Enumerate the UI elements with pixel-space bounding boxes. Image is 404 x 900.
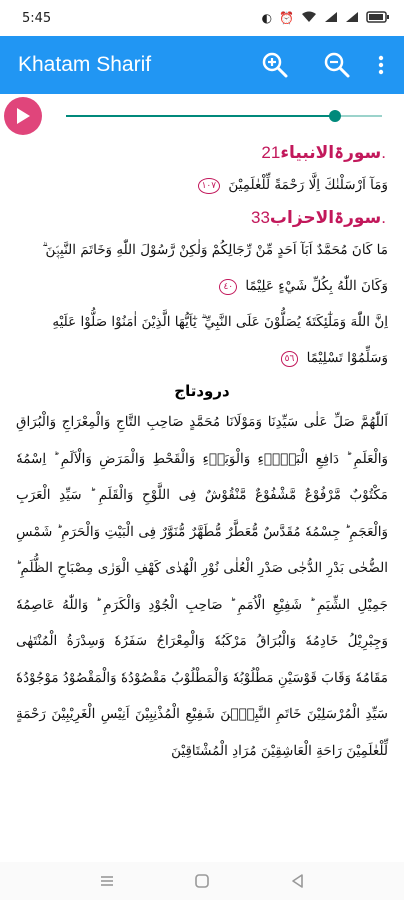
durood-title: درودتاج: [174, 382, 230, 400]
seekbar-thumb[interactable]: [329, 110, 341, 122]
back-icon: [290, 873, 304, 889]
audio-seekbar[interactable]: [66, 106, 382, 126]
dnd-icon: ◐: [261, 11, 273, 25]
ayah-words: مَا كَانَ مُحَمَّدٌ اَبَآ اَحَدٍ مِّنْ رِّجَالِكُمْ وَلٰكِنْ رَّسُوْلَ اللّٰهِ وَخَاتَمَ النَّبِيّٖنَ ۗ وَكَانَ اللّٰهُ بِكُلِّ شَيْءٍ عَلِيْمًا: [42, 242, 388, 294]
surah-number: 21.: [261, 143, 386, 162]
app-bar: [0, 36, 404, 94]
seekbar-progress: [66, 115, 335, 117]
wifi-icon: [301, 11, 317, 26]
zoom-in-icon: [261, 51, 289, 79]
signal-icon: [324, 11, 338, 26]
play-icon: [15, 107, 31, 125]
back-button[interactable]: [282, 869, 312, 893]
surah-heading: [12, 207, 386, 228]
surah-number: 33.: [250, 208, 386, 227]
app-title: Khatam Sharif: [18, 53, 152, 76]
zoom-in-button[interactable]: [254, 44, 296, 86]
ayah-text: [16, 304, 388, 376]
signal-icon-2: [345, 11, 359, 26]
ayah-number-marker: ٥٦: [281, 351, 299, 367]
surah-name: سورۃالانبیاء: [280, 143, 382, 163]
alarm-icon: ⏰: [279, 11, 294, 25]
status-bar: [0, 0, 404, 36]
surah-name: سورۃالاحزاب: [269, 208, 382, 228]
ayah-text: [16, 232, 388, 304]
ayah-number-marker: ١٠٧: [198, 178, 221, 194]
home-button[interactable]: [187, 869, 217, 893]
zoom-out-button[interactable]: [316, 44, 358, 86]
recents-button[interactable]: [92, 869, 122, 893]
system-nav-bar: [0, 862, 404, 900]
reading-content[interactable]: [0, 138, 404, 862]
home-icon: [194, 873, 210, 889]
status-icons: [262, 11, 390, 26]
ayah-words: وَمَآ اَرْسَلْنٰكَ اِلَّا رَحْمَةً لِّلْعٰلَمِيْنَ: [228, 177, 388, 193]
ayah-text: [16, 167, 388, 203]
overflow-menu-button[interactable]: [368, 44, 394, 86]
ayah-number-marker: ٤٠: [219, 279, 237, 295]
recents-icon: [99, 874, 115, 888]
status-time: 5:45: [22, 10, 52, 26]
battery-icon: [366, 11, 390, 26]
zoom-out-icon: [323, 51, 351, 79]
more-vert-icon: [378, 55, 384, 75]
play-button[interactable]: [4, 97, 42, 135]
audio-player: [0, 94, 404, 138]
ayah-words: اِنَّ اللّٰهَ وَمَلٰٓئِكَتَهٗ يُصَلُّوْنَ عَلَى النَّبِيِّ ۗ يٰٓاَيُّهَا الَّذِيْنَ اٰمَنُوْا صَلُّوْا عَلَيْهِ وَسَلِّمُوْا تَسْلِيْمًا: [52, 314, 388, 366]
surah-heading: [12, 142, 386, 163]
durood-text: اَللّٰهُمَّ صَلِّ عَلٰى سَيِّدِنَا وَمَوْلَانَا مُحَمَّدٍ صَاحِبِ التَّاجِ وَالْمِعْرَاجِ وَالْبُرَاقِ وَالْعَلَمِ ؕ دَافِعِ الْبَلَاۗءِ وَالْوَبَاۗءِ وَالْقَحْطِ وَالْمَرَضِ وَالْاَلَمِ ؕ اِسْمُهٗ مَكْتُوْبٌ مَّرْفُوْعٌ مَّشْفُوْعٌ مَّنْقُوْشٌ فِى اللَّوْحِ وَالْقَلَمِ ؕ سَيِّدِ الْعَرَبِ وَالْعَجَمِ ؕ جِسْمُهٗ مُقَدَّسٌ مُّعَطَّرٌ مُّطَهَّرٌ مُّنَوَّرٌ فِى الْبَيْتِ وَالْحَرَمِ ؕ شَمْسِ الضُّحٰى بَدْرِ الدُّجٰى صَدْرِ الْعُلٰى نُوْرِ الْهُدٰى كَهْفِ الْوَرٰى مِصْبَاحِ الظُّلَمِ ؕ جَمِيْلِ الشِّيَمِ ؕ شَفِيْعِ الْاُمَمِ ؕ صَاحِبِ الْجُوْدِ وَالْكَرَمِ ؕ وَاللّٰهُ عَاصِمُهٗ وَجِبْرِيْلُ خَادِمُهٗ وَالْبُرَاقُ مَرْكَبُهٗ وَالْمِعْرَاجُ سَفَرُهٗ وَسِدْرَةُ الْمُنْتَهٰى مَقَامُهٗ وَقَابَ قَوْسَيْنِ مَطْلُوْبُهٗ وَالْمَطْلُوْبُ مَقْصُوْدُهٗ وَالْمَقْصُوْدُ مَوْجُوْدُهٗ سَيِّدِ الْمُرْسَلِيْنَ خَاتَمِ النَّبِيّٖنَ شَفِيْعِ الْمُذْنِبِيْنَ اَنِيْسِ الْغَرِيْبِيْنَ رَحْمَةٍ لِّلْعٰلَمِيْنَ رَاحَةِ الْعَاشِقِيْنَ مُرَادِ الْمُشْتَاقِيْنَ: [16, 414, 388, 759]
